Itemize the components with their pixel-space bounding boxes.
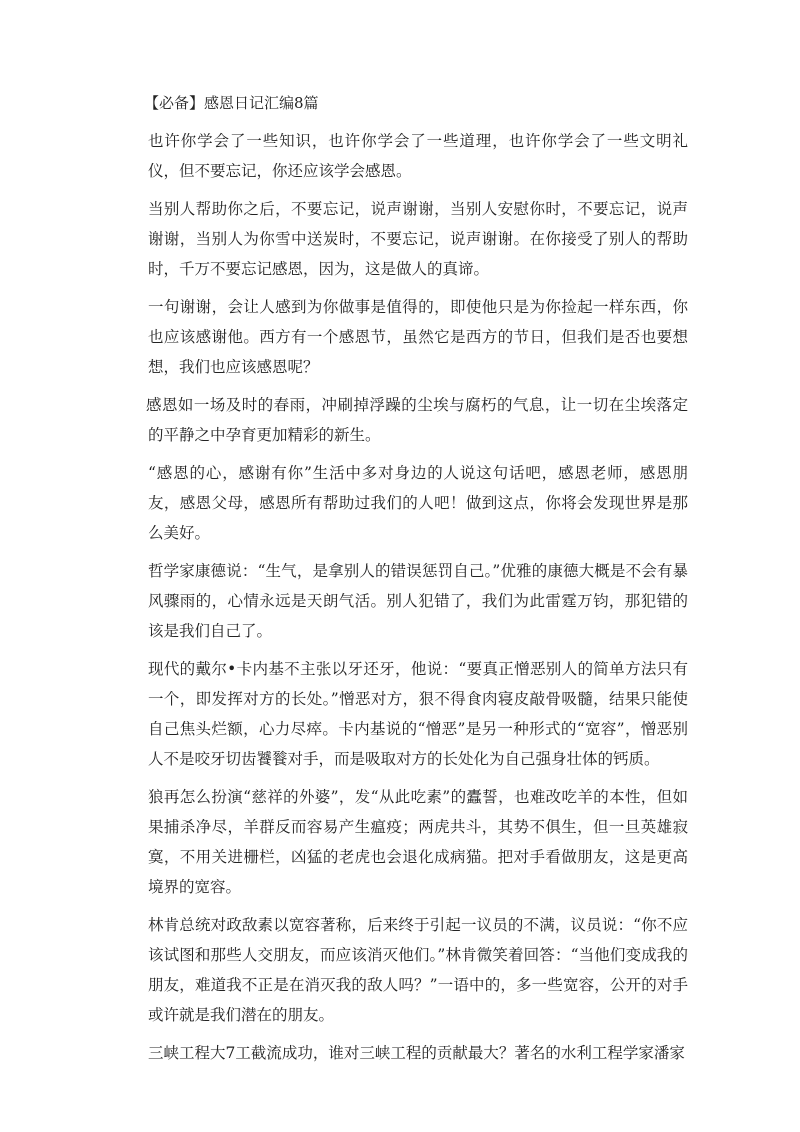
paragraph-10: 三峡工程大7工截流成功，谁对三峡工程的贡献最大？著名的水利工程学家潘家 (148, 1044, 685, 1062)
paragraph-5: “感恩的心，感谢有你”生活中多对身边的人说这句话吧，感恩老师，感恩朋友，感恩父母，感恩所有帮助过我们的人吧！做到这点，你将会发现世界是那么美好。 (148, 464, 688, 542)
paragraph-6: 哲学家康德说：“生气，是拿别人的错误惩罚自己。”优雅的康德大概是不会有暴风骤雨的，心情永远是天朗气活。别人犯错了，我们为此雷霆万钧，那犯错的该是我们自己了。 (148, 562, 688, 640)
document-title: 【必备】感恩日记汇编8篇 (144, 94, 319, 112)
paragraph-7: 现代的戴尔•卡内基不主张以牙还牙，他说：“要真正憎恶别人的简单方法只有一个，即发挥对方的长处。”憎恶对方，狠不得食肉寝皮敲骨吸髓，结果只能使自己焦头烂额，心力尽瘁。卡内基说的“憎恶”是另一种形式的“宽容”，憎恶别人不是咬牙切齿饕餮对手，而是吸取对方的长处化为自己强身壮体的钙质。 (148, 660, 688, 768)
paragraph-9: 林肯总统对政敌素以宽容著称，后来终于引起一议员的不满，议员说：“你不应该试图和那些人交朋友，而应该消灭他们。”林肯微笑着回答：“当他们变成我的朋友，难道我不正是在消灭我的敌人吗？”一语中的，多一些宽容，公开的对手或许就是我们潜在的朋友。 (148, 916, 688, 1024)
document-page (144, 92, 688, 1076)
paragraph-1: 也许你学会了一些知识，也许你学会了一些道理，也许你学会了一些文明礼仪，但不要忘记，你还应该学会感恩。 (148, 132, 688, 180)
paragraph-4: 感恩如一场及时的春雨，冲刷掉浮躁的尘埃与腐朽的气息，让一切在尘埃落定的平静之中孕育更加精彩的新生。 (146, 396, 688, 444)
paragraph-2: 当别人帮助你之后，不要忘记，说声谢谢，当别人安慰你时，不要忘记，说声谢谢，当别人为你雪中送炭时，不要忘记，说声谢谢。在你接受了别人的帮助时，千万不要忘记感恩，因为，这是做人的真谛。 (148, 200, 688, 278)
paragraph-3: 一句谢谢，会让人感到为你做事是值得的，即使他只是为你捡起一样东西，你也应该感谢他。西方有一个感恩节，虽然它是西方的节日，但我们是否也要想想，我们也应该感恩呢？ (148, 298, 688, 376)
paragraph-8: 狼再怎么扮演“慈祥的外婆”，发“从此吃素”的蠹誓，也难改吃羊的本性，但如果捕杀净尽，羊群反而容易产生瘟疫；两虎共斗，其势不俱生，但一旦英雄寂寞，不用关进栅栏，凶猛的老虎也会退化成病猫。把对手看做朋友，这是更高境界的宽容。 (148, 788, 688, 896)
